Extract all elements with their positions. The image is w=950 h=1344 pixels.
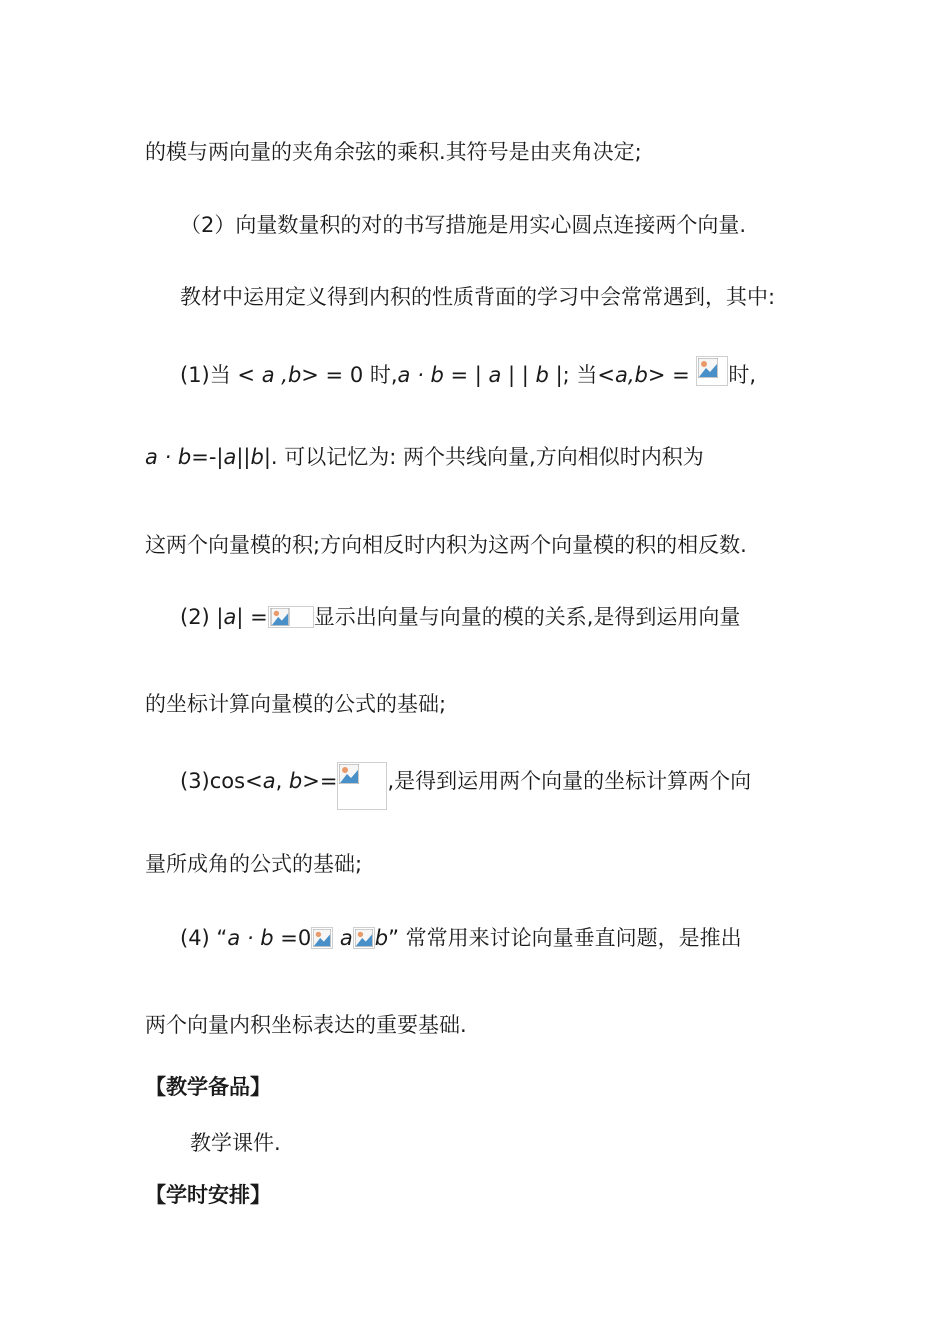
section-heading: 【教学备品】 (145, 1075, 271, 1099)
paragraph-line: 量所成角的公式的基础; (145, 852, 363, 876)
broken-image-icon (353, 927, 375, 949)
paragraph-line: 两个向量内积坐标表达的重要基础. (145, 1013, 467, 1037)
formula-line-5: (4) “a · b =0 a b” 常常用来讨论向量垂直问题，是推出 (180, 926, 742, 950)
paragraph-line: 这两个向量模的积;方向相反时内积为这两个向量模的积的相反数. (145, 533, 747, 557)
broken-image-icon (268, 606, 314, 628)
broken-image-icon (337, 762, 387, 810)
paragraph-line: 教材中运用定义得到内积的性质背面的学习中会常常遇到，其中: (180, 285, 776, 309)
formula-line-3: (2) |a| = 显示出向量与向量的模的关系,是得到运用向量 (180, 605, 741, 629)
paragraph-line: 的模与两向量的夹角余弦的乘积.其符号是由夹角决定; (145, 140, 642, 164)
broken-image-icon (696, 356, 728, 386)
formula-line-1: (1)当 < a ,b> = 0 时,a · b = | a | | b |; 当<a,b> = 时, (180, 356, 810, 389)
paragraph-line: 的坐标计算向量模的公式的基础; (145, 692, 447, 716)
paragraph-line: 教学课件. (190, 1131, 281, 1155)
paragraph-line: （2）向量数量积的对的书写措施是用实心圆点连接两个向量. (180, 213, 747, 237)
formula-line-4: (3)cos<a, b>= ,是得到运用两个向量的坐标计算两个向 (180, 762, 810, 810)
formula-line-2: a · b=-|a||b|. 可以记忆为: 两个共线向量,方向相似时内积为 (145, 445, 704, 469)
broken-image-icon (311, 927, 333, 949)
section-heading: 【学时安排】 (145, 1183, 271, 1207)
